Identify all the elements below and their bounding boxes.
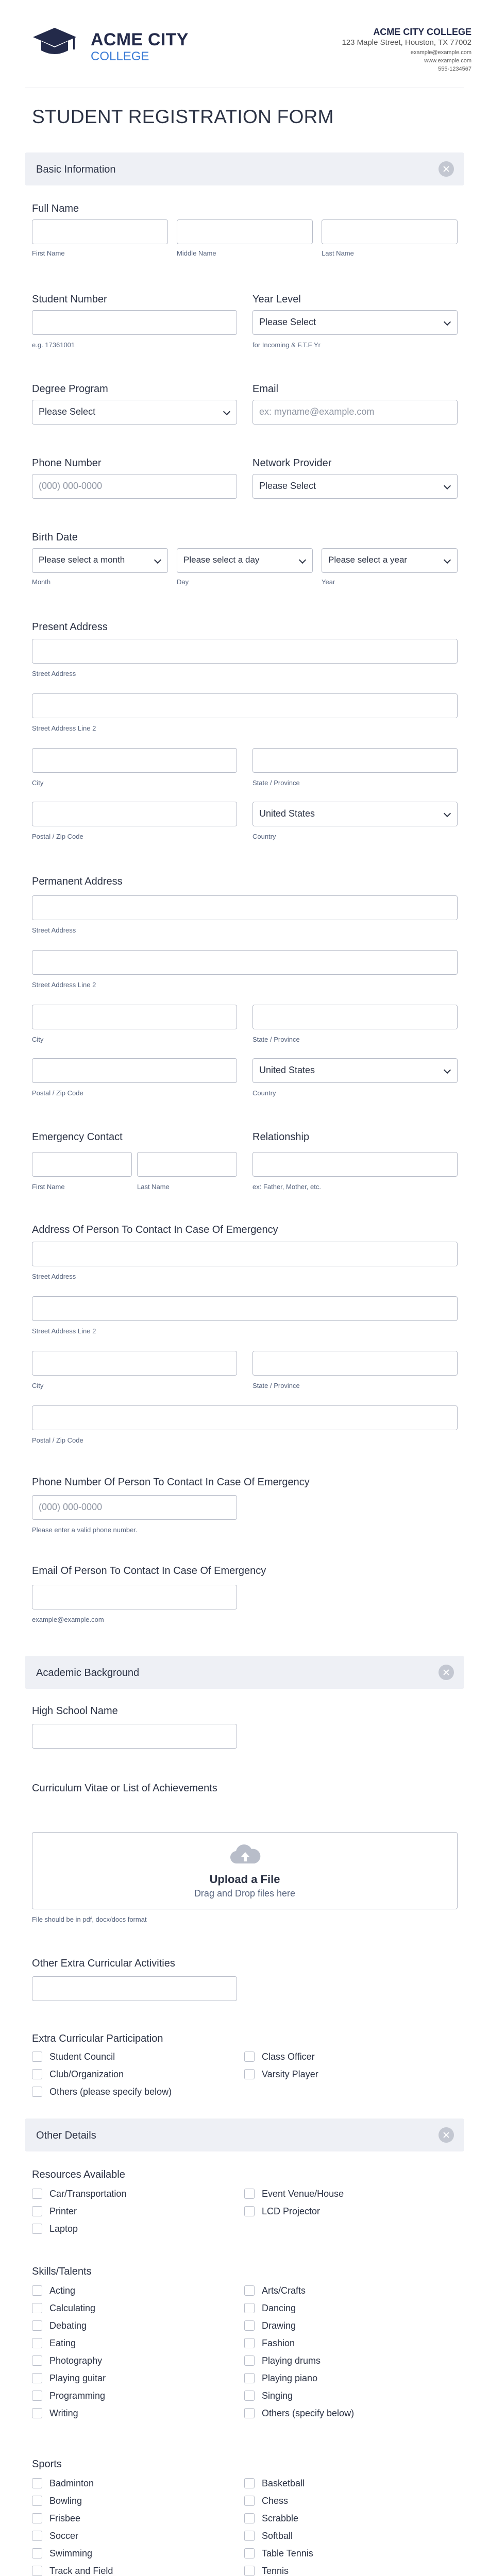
- option-label: Class Officer: [262, 2052, 315, 2062]
- state-sublabel: State / Province: [252, 1036, 300, 1043]
- section-title: Other Details: [36, 2130, 96, 2141]
- extra-participation-label: Extra Curricular Participation: [32, 2033, 163, 2044]
- option-label: Writing: [49, 2408, 78, 2418]
- checkbox-icon[interactable]: [32, 2303, 42, 2313]
- upload-title: Upload a File: [209, 1873, 280, 1886]
- option-label: LCD Projector: [262, 2206, 321, 2216]
- section-title: Academic Background: [36, 1667, 140, 1679]
- option-label: Student Council: [49, 2052, 115, 2062]
- option-label: Singing: [262, 2391, 293, 2401]
- checkbox-car[interactable]: [32, 2188, 126, 2200]
- permanent-street2-input[interactable]: [32, 950, 458, 975]
- full-name-label: Full Name: [32, 203, 79, 214]
- contact-address-label: Address Of Person To Contact In Case Of Emergency: [32, 1224, 278, 1235]
- option-label: Others (please specify below): [49, 2087, 172, 2097]
- checkbox-bowling[interactable]: [32, 2495, 82, 2507]
- postal-sublabel: Postal / Zip Code: [32, 1436, 83, 1444]
- contact-email-input[interactable]: [32, 1585, 237, 1609]
- present-country-select[interactable]: United States: [252, 802, 458, 826]
- option-label: Chess: [262, 2496, 289, 2506]
- student-number-sublabel: e.g. 17361001: [32, 341, 75, 349]
- birth-month-sublabel: Month: [32, 578, 51, 586]
- cv-sublabel: File should be in pdf, docx/docs format: [32, 1916, 147, 1923]
- checkbox-writing[interactable]: [32, 2407, 78, 2419]
- option-label: Laptop: [49, 2224, 78, 2234]
- checkbox-icon[interactable]: [244, 2355, 255, 2366]
- upload-hint: Drag and Drop files here: [194, 1888, 296, 1899]
- permanent-address-label: Permanent Address: [32, 876, 123, 887]
- checkbox-laptop[interactable]: [32, 2223, 78, 2235]
- middle-name-input[interactable]: [177, 219, 313, 244]
- checkbox-debating[interactable]: [32, 2319, 87, 2332]
- extra-activities-label: Other Extra Curricular Activities: [32, 1958, 175, 1969]
- birth-year-sublabel: Year: [322, 578, 335, 586]
- year-level-label: Year Level: [252, 294, 301, 305]
- section-basic-information[interactable]: [25, 152, 464, 185]
- option-label: Bowling: [49, 2496, 82, 2506]
- option-label: Others (specify below): [262, 2408, 355, 2418]
- contact-phone-sublabel: Please enter a valid phone number.: [32, 1526, 138, 1534]
- checkbox-icon[interactable]: [32, 2087, 42, 2097]
- checkbox-icon[interactable]: [244, 2531, 255, 2541]
- checkbox-chess[interactable]: [244, 2495, 288, 2507]
- section-title: Basic Information: [36, 164, 116, 175]
- present-postal-input[interactable]: [32, 802, 237, 826]
- option-label: Frisbee: [49, 2513, 81, 2523]
- checkbox-icon[interactable]: [244, 2548, 255, 2558]
- permanent-state-input[interactable]: [252, 1005, 458, 1029]
- checkbox-icon[interactable]: [244, 2320, 255, 2331]
- checkbox-icon[interactable]: [244, 2496, 255, 2506]
- checkbox-club-organization[interactable]: [32, 2068, 124, 2080]
- option-label: Swimming: [49, 2548, 93, 2558]
- checkbox-basketball[interactable]: [244, 2477, 305, 2489]
- permanent-city-input[interactable]: [32, 1005, 237, 1029]
- section-academic-background[interactable]: [25, 1656, 464, 1689]
- postal-sublabel: Postal / Zip Code: [32, 833, 83, 840]
- checkbox-icon[interactable]: [244, 2189, 255, 2199]
- checkbox-icon[interactable]: [32, 2320, 42, 2331]
- emergency-last-sublabel: Last Name: [137, 1183, 170, 1191]
- checkbox-icon[interactable]: [244, 2373, 255, 2383]
- checkbox-icon[interactable]: [32, 2338, 42, 2348]
- checkbox-icon[interactable]: [244, 2052, 255, 2062]
- option-label: Event Venue/House: [262, 2189, 344, 2199]
- option-label: Track and Field: [49, 2566, 113, 2576]
- checkbox-icon[interactable]: [244, 2069, 255, 2079]
- cv-upload-dropzone[interactable]: [32, 1832, 458, 1909]
- checkbox-icon[interactable]: [244, 2391, 255, 2401]
- high-school-input[interactable]: [32, 1724, 237, 1749]
- checkbox-acting[interactable]: [32, 2284, 75, 2297]
- address-phone: 555-1234567: [438, 66, 471, 72]
- address-title: ACME CITY COLLEGE: [373, 27, 471, 37]
- option-label: Debating: [49, 2320, 87, 2331]
- checkbox-playing-piano[interactable]: [244, 2372, 317, 2384]
- option-label: Playing drums: [262, 2355, 321, 2366]
- birth-day-select[interactable]: Please select a day: [177, 548, 313, 573]
- street2-sublabel: Street Address Line 2: [32, 981, 96, 989]
- option-label: Softball: [262, 2531, 293, 2541]
- address-line: 123 Maple Street, Houston, TX 77002: [342, 38, 471, 47]
- contact-email-sublabel: example@example.com: [32, 1616, 104, 1623]
- first-name-input[interactable]: [32, 219, 168, 244]
- option-label: Scrabble: [262, 2513, 299, 2523]
- street-sublabel: Street Address: [32, 670, 76, 677]
- checkbox-icon[interactable]: [32, 2189, 42, 2199]
- present-address-label: Present Address: [32, 621, 108, 633]
- student-number-label: Student Number: [32, 294, 107, 305]
- checkbox-scrabble[interactable]: [244, 2512, 298, 2524]
- checkbox-icon[interactable]: [32, 2408, 42, 2418]
- college-name: ACME CITY: [91, 30, 189, 49]
- birth-day-sublabel: Day: [177, 578, 189, 586]
- checkbox-icon[interactable]: [244, 2338, 255, 2348]
- present-street-input[interactable]: [32, 639, 458, 664]
- option-label: Playing guitar: [49, 2373, 106, 2383]
- emergency-last-name-input[interactable]: [137, 1152, 237, 1177]
- contact-city-input[interactable]: [32, 1351, 237, 1376]
- street-sublabel: Street Address: [32, 1273, 76, 1280]
- checkbox-icon[interactable]: [32, 2285, 42, 2296]
- option-label: Photography: [49, 2355, 103, 2366]
- option-label: Calculating: [49, 2303, 96, 2313]
- contact-email-label: Email Of Person To Contact In Case Of Emergency: [32, 1565, 266, 1577]
- option-label: Playing piano: [262, 2373, 318, 2383]
- present-street2-input[interactable]: [32, 693, 458, 718]
- checkbox-printer[interactable]: [32, 2205, 77, 2217]
- high-school-label: High School Name: [32, 1705, 118, 1717]
- cv-label: Curriculum Vitae or List of Achievements: [32, 1783, 217, 1794]
- checkbox-eating[interactable]: [32, 2337, 76, 2349]
- middle-name-sublabel: Middle Name: [177, 249, 216, 257]
- checkbox-frisbee[interactable]: [32, 2512, 80, 2524]
- form-title: STUDENT REGISTRATION FORM: [32, 106, 334, 127]
- extra-activities-input[interactable]: [32, 1976, 237, 2001]
- checkbox-icon[interactable]: [32, 2548, 42, 2558]
- relationship-label: Relationship: [252, 1131, 310, 1143]
- checkbox-track-and-field[interactable]: [32, 2565, 113, 2576]
- checkbox-icon[interactable]: [244, 2285, 255, 2296]
- section-other-details[interactable]: [25, 2119, 464, 2151]
- emergency-contact-label: Emergency Contact: [32, 1131, 123, 1143]
- option-label: Basketball: [262, 2478, 305, 2488]
- postal-sublabel: Postal / Zip Code: [32, 1089, 83, 1097]
- emergency-first-sublabel: First Name: [32, 1183, 65, 1191]
- city-sublabel: City: [32, 1382, 44, 1389]
- email-input[interactable]: ex: myname@example.com: [252, 400, 458, 425]
- degree-program-select[interactable]: Please Select: [32, 400, 237, 425]
- checkbox-playing-drums[interactable]: [244, 2354, 321, 2367]
- contact-state-input[interactable]: [252, 1351, 458, 1376]
- contact-street2-input[interactable]: [32, 1296, 458, 1321]
- city-sublabel: City: [32, 779, 44, 787]
- checkbox-icon[interactable]: [32, 2355, 42, 2366]
- checkbox-icon[interactable]: [32, 2513, 42, 2523]
- street-sublabel: Street Address: [32, 926, 76, 934]
- option-label: Varsity Player: [262, 2069, 318, 2079]
- graduation-cap-logo-icon: [32, 27, 77, 58]
- checkbox-singing[interactable]: [244, 2389, 293, 2402]
- option-label: Eating: [49, 2338, 76, 2348]
- checkbox-fashion[interactable]: [244, 2337, 295, 2349]
- country-sublabel: Country: [252, 833, 276, 840]
- checkbox-icon[interactable]: [32, 2224, 42, 2234]
- checkbox-icon[interactable]: [244, 2513, 255, 2523]
- checkbox-icon[interactable]: [244, 2206, 255, 2216]
- checkbox-icon[interactable]: [244, 2408, 255, 2418]
- state-sublabel: State / Province: [252, 779, 300, 787]
- checkbox-programming[interactable]: [32, 2389, 105, 2402]
- present-city-input[interactable]: [32, 748, 237, 773]
- collapse-icon[interactable]: [439, 1665, 454, 1680]
- option-label: Table Tennis: [262, 2548, 313, 2558]
- first-name-sublabel: First Name: [32, 249, 65, 257]
- network-provider-label: Network Provider: [252, 457, 332, 469]
- permanent-country-select[interactable]: United States: [252, 1058, 458, 1083]
- year-level-select[interactable]: Please Select: [252, 310, 458, 335]
- checkbox-icon[interactable]: [32, 2391, 42, 2401]
- option-label: Badminton: [49, 2478, 94, 2488]
- checkbox-icon[interactable]: [244, 2303, 255, 2313]
- checkbox-icon[interactable]: [32, 2206, 42, 2216]
- checkbox-tennis[interactable]: [244, 2565, 289, 2576]
- relationship-input[interactable]: [252, 1152, 458, 1177]
- student-number-input[interactable]: [32, 310, 237, 335]
- contact-postal-input[interactable]: [32, 1405, 458, 1430]
- collapse-icon[interactable]: [439, 2127, 454, 2143]
- checkbox-varsity-player[interactable]: [244, 2068, 318, 2080]
- emergency-first-name-input[interactable]: [32, 1152, 132, 1177]
- birth-year-select[interactable]: Please select a year: [322, 548, 458, 573]
- checkbox-swimming[interactable]: [32, 2547, 92, 2560]
- option-label: Printer: [49, 2206, 77, 2216]
- option-label: Soccer: [49, 2531, 79, 2541]
- checkbox-others-participation[interactable]: [32, 2086, 172, 2098]
- phone-input[interactable]: (000) 000-0000: [32, 474, 237, 499]
- option-label: Car/Transportation: [49, 2189, 127, 2199]
- street2-sublabel: Street Address Line 2: [32, 1327, 96, 1335]
- option-label: Acting: [49, 2285, 76, 2296]
- option-label: Drawing: [262, 2320, 296, 2331]
- address-site: www.example.com: [424, 58, 471, 64]
- birth-date-label: Birth Date: [32, 532, 78, 543]
- birth-month-select[interactable]: Please select a month: [32, 548, 168, 573]
- phone-label: Phone Number: [32, 457, 102, 469]
- last-name-sublabel: Last Name: [322, 249, 354, 257]
- country-sublabel: Country: [252, 1089, 276, 1097]
- contact-phone-label: Phone Number Of Person To Contact In Case Of Emergency: [32, 1477, 310, 1488]
- checkbox-student-council[interactable]: [32, 2050, 115, 2063]
- checkbox-arts-crafts[interactable]: [244, 2284, 306, 2297]
- address-email: example@example.com: [410, 49, 471, 56]
- degree-program-label: Degree Program: [32, 383, 108, 395]
- year-level-sublabel: for Incoming & F.T.F Yr: [252, 341, 321, 349]
- checkbox-icon[interactable]: [32, 2566, 42, 2576]
- checkbox-dancing[interactable]: [244, 2302, 296, 2314]
- checkbox-icon[interactable]: [32, 2478, 42, 2488]
- checkbox-photography[interactable]: [32, 2354, 102, 2367]
- street2-sublabel: Street Address Line 2: [32, 724, 96, 732]
- last-name-input[interactable]: [322, 219, 458, 244]
- option-label: Fashion: [262, 2338, 295, 2348]
- option-label: Arts/Crafts: [262, 2285, 306, 2296]
- email-label: Email: [252, 383, 279, 395]
- checkbox-icon[interactable]: [32, 2531, 42, 2541]
- checkbox-calculating[interactable]: [32, 2302, 95, 2314]
- checkbox-icon[interactable]: [32, 2496, 42, 2506]
- skills-label: Skills/Talents: [32, 2266, 92, 2277]
- checkbox-icon[interactable]: [244, 2478, 255, 2488]
- checkbox-playing-guitar[interactable]: [32, 2372, 106, 2384]
- checkbox-icon[interactable]: [32, 2052, 42, 2062]
- permanent-postal-input[interactable]: [32, 1058, 237, 1083]
- option-label: Dancing: [262, 2303, 296, 2313]
- option-label: Tennis: [262, 2566, 289, 2576]
- checkbox-soccer[interactable]: [32, 2530, 78, 2542]
- checkbox-softball[interactable]: [244, 2530, 293, 2542]
- city-sublabel: City: [32, 1036, 44, 1043]
- collapse-icon[interactable]: [439, 161, 454, 177]
- permanent-street-input[interactable]: [32, 895, 458, 920]
- state-sublabel: State / Province: [252, 1382, 300, 1389]
- network-provider-select[interactable]: Please Select: [252, 474, 458, 499]
- option-label: Club/Organization: [49, 2069, 124, 2079]
- option-label: Programming: [49, 2391, 106, 2401]
- checkbox-class-officer[interactable]: [244, 2050, 315, 2063]
- checkbox-icon[interactable]: [32, 2373, 42, 2383]
- resources-label: Resources Available: [32, 2169, 125, 2180]
- relationship-sublabel: ex: Father, Mother, etc.: [252, 1183, 321, 1191]
- checkbox-lcd-projector[interactable]: [244, 2205, 320, 2217]
- checkbox-table-tennis[interactable]: [244, 2547, 313, 2560]
- contact-phone-input[interactable]: (000) 000-0000: [32, 1495, 237, 1520]
- checkbox-drawing[interactable]: [244, 2319, 296, 2332]
- college-subtitle: COLLEGE: [91, 49, 149, 63]
- contact-street-input[interactable]: [32, 1242, 458, 1266]
- checkbox-badminton[interactable]: [32, 2477, 94, 2489]
- cloud-upload-icon: [230, 1844, 261, 1865]
- checkbox-icon[interactable]: [244, 2566, 255, 2576]
- present-state-input[interactable]: [252, 748, 458, 773]
- checkbox-others-specify-below[interactable]: [244, 2407, 354, 2419]
- checkbox-event-venue[interactable]: [244, 2188, 344, 2200]
- checkbox-icon[interactable]: [32, 2069, 42, 2079]
- sports-label: Sports: [32, 2459, 62, 2470]
